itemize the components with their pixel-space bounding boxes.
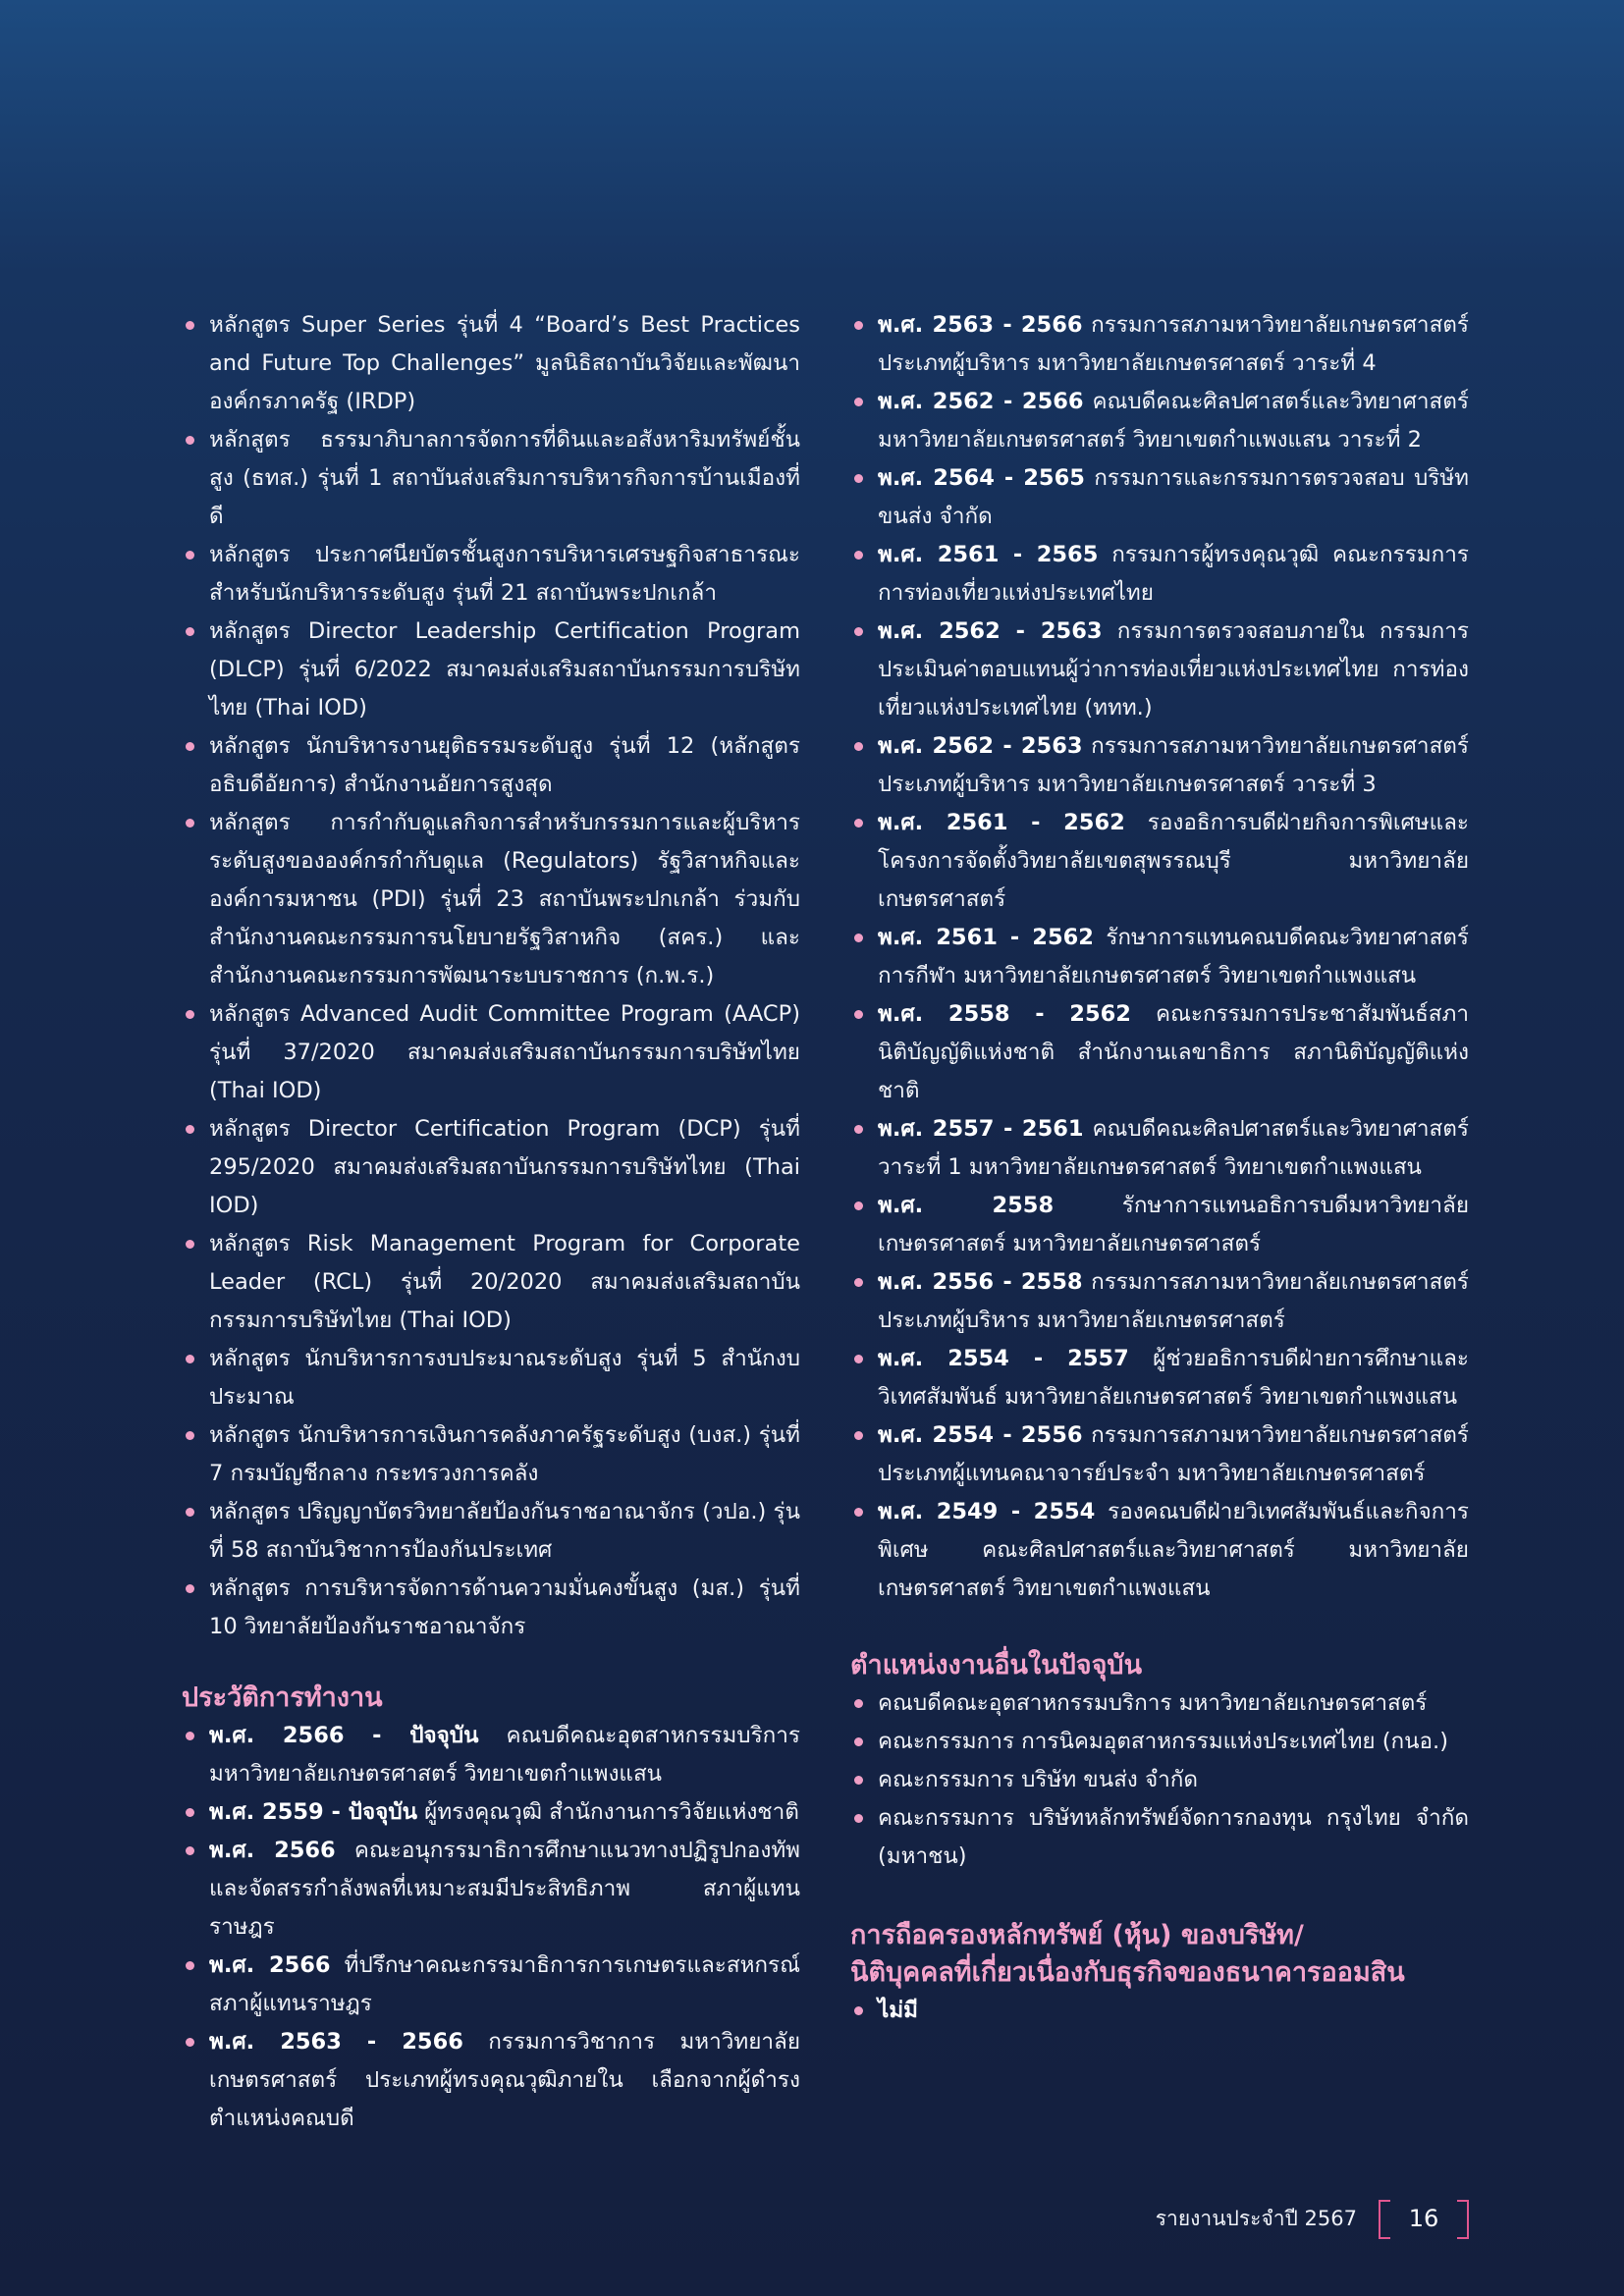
- work-period: พ.ศ. 2554 - 2556: [878, 1422, 1083, 1448]
- work-history-item: [182, 1793, 800, 1832]
- training-item: หลักสูตร Director Certification Program (DCP) รุ่นที่ 295/2020 สมาคมส่งเสริมสถาบันกรรมการบริษัทไทย (Thai IOD): [182, 1110, 800, 1225]
- work-desc: กรรมการสภามหาวิทยาลัยเกษตรศาสตร์ ประเภทผู้บริหาร มหาวิทยาลัยเกษตรศาสตร์: [878, 1269, 1469, 1333]
- work-desc: ผู้ช่วยอธิการบดีฝ่ายการศึกษาและวิเทศสัมพันธ์ มหาวิทยาลัยเกษตรศาสตร์ วิทยาเขตกำแพงแสน: [878, 1346, 1469, 1410]
- other-position-item: คณบดีคณะอุตสาหกรรมบริการ มหาวิทยาลัยเกษตรศาสตร์: [850, 1684, 1469, 1723]
- page-number-bracket: [1379, 2200, 1469, 2237]
- annual-report-label: รายงานประจำปี 2567: [1155, 2206, 1357, 2230]
- other-positions-list: [850, 1684, 1469, 1876]
- work-history-item: [850, 613, 1469, 727]
- work-period: พ.ศ. 2563 - 2566: [209, 2029, 463, 2055]
- training-item: หลักสูตร Director Leadership Certification Program (DLCP) รุ่นที่ 6/2022 สมาคมส่งเสริมสถาบันกรรมการบริษัทไทย (Thai IOD): [182, 613, 800, 727]
- training-list: [182, 306, 800, 1646]
- other-position-item: คณะกรรมการ บริษัท ขนส่ง จำกัด: [850, 1761, 1469, 1799]
- work-period: พ.ศ. 2562 - 2563: [878, 618, 1103, 644]
- work-history-item: [850, 459, 1469, 536]
- work-history-heading: ประวัติการทำงาน: [182, 1682, 383, 1713]
- training-item: หลักสูตร Advanced Audit Committee Program (AACP) รุ่นที่ 37/2020 สมาคมส่งเสริมสถาบันกรรมการบริษัทไทย (Thai IOD): [182, 995, 800, 1110]
- work-history-item: [850, 1110, 1469, 1187]
- work-period: พ.ศ. 2554 - 2557: [878, 1346, 1129, 1371]
- training-item: หลักสูตร นักบริหารการเงินการคลังภาครัฐระดับสูง (บงส.) รุ่นที่ 7 กรมบัญชีกลาง กระทรวงการคลัง: [182, 1416, 800, 1493]
- work-history-item: [850, 1340, 1469, 1416]
- page-number: 16: [1408, 2205, 1439, 2232]
- work-desc: คณบดีคณะศิลปศาสตร์และวิทยาศาสตร์ วาระที่ 1 มหาวิทยาลัยเกษตรศาสตร์ วิทยาเขตกำแพงแสน: [878, 1116, 1469, 1180]
- work-history-item: [182, 1832, 800, 1947]
- securities-holding-heading: [850, 1917, 1469, 1992]
- work-history-item: [850, 804, 1469, 919]
- work-period: พ.ศ. 2561 - 2562: [878, 810, 1125, 835]
- holding-heading-line2: นิติบุคคลที่เกี่ยวเนื่องกับธุรกิจของธนาคารออมสิน: [850, 1957, 1405, 1988]
- work-desc: รองคณบดีฝ่ายวิเทศสัมพันธ์และกิจการพิเศษ คณะศิลปศาสตร์และวิทยาศาสตร์ มหาวิทยาลัยเกษตรศาสตร์ วิทยาเขตกำแพงแสน: [878, 1499, 1470, 1601]
- training-item: หลักสูตร การกำกับดูแลกิจการสำหรับกรรมการและผู้บริหารระดับสูงขององค์กรกำกับดูแล (Regulators) รัฐวิสาหกิจและองค์การมหาชน (PDI) รุ่นที่ 23 สถาบันพระปกเกล้า ร่วมกับสำนักงานคณะกรรมการนโยบายรัฐวิสาหกิจ (สคร.) และสำนักงานคณะกรรมการพัฒนาระบบราชการ (ก.พ.ร.): [182, 804, 800, 995]
- work-desc: กรรมการสภามหาวิทยาลัยเกษตรศาสตร์ ประเภทผู้แทนคณาจารย์ประจำ มหาวิทยาลัยเกษตรศาสตร์: [878, 1422, 1469, 1486]
- work-history-item: [182, 1717, 800, 1793]
- training-item: หลักสูตร ปริญญาบัตรวิทยาลัยป้องกันราชอาณาจักร (วปอ.) รุ่นที่ 58 สถาบันวิชาการป้องกันประเทศ: [182, 1493, 800, 1570]
- work-history-item: [850, 1187, 1469, 1263]
- work-desc: กรรมการตรวจสอบภายใน กรรมการประเมินค่าตอบแทนผู้ว่าการท่องเที่ยวแห่งประเทศไทย การท่องเที่ยวแห่งประเทศไทย (ททท.): [878, 618, 1469, 721]
- other-position-item: คณะกรรมการ การนิคมอุตสาหกรรมแห่งประเทศไทย (กนอ.): [850, 1723, 1469, 1761]
- work-desc: คณบดีคณะศิลปศาสตร์และวิทยาศาสตร์ มหาวิทยาลัยเกษตรศาสตร์ วิทยาเขตกำแพงแสน วาระที่ 2: [878, 389, 1469, 453]
- work-period: พ.ศ. 2557 - 2561: [878, 1116, 1084, 1142]
- work-desc: ผู้ทรงคุณวุฒิ สำนักงานการวิจัยแห่งชาติ: [424, 1799, 799, 1825]
- work-period: พ.ศ. 2566: [209, 1952, 331, 1978]
- work-history-item: [182, 1947, 800, 2023]
- page-footer: [1156, 2199, 1469, 2238]
- holding-item: [850, 1992, 1469, 2030]
- work-history-list-right: [850, 306, 1469, 1608]
- work-period: พ.ศ. 2549 - 2554: [878, 1499, 1096, 1524]
- work-period: พ.ศ. 2558: [878, 1193, 1055, 1218]
- work-history-item: [850, 919, 1469, 995]
- work-history-item: [850, 306, 1469, 383]
- work-history-item: [850, 995, 1469, 1110]
- training-item: หลักสูตร นักบริหารงานยุติธรรมระดับสูง รุ่นที่ 12 (หลักสูตรอธิบดีอัยการ) สำนักงานอัยการสูงสุด: [182, 727, 800, 804]
- work-period: พ.ศ. 2556 - 2558: [878, 1269, 1083, 1295]
- work-desc: กรรมการผู้ทรงคุณวุฒิ คณะกรรมการการท่องเที่ยวแห่งประเทศไทย: [878, 542, 1469, 606]
- work-history-item: [850, 536, 1469, 613]
- work-desc: กรรมการวิชาการ มหาวิทยาลัยเกษตรศาสตร์ ประเภทผู้ทรงคุณวุฒิภายใน เลือกจากผู้ดำรงตำแหน่งคณบดี: [209, 2029, 801, 2131]
- work-period: พ.ศ. 2561 - 2562: [878, 925, 1094, 950]
- work-period: พ.ศ. 2562 - 2566: [878, 389, 1084, 414]
- work-period: พ.ศ. 2561 - 2565: [878, 542, 1099, 567]
- work-period: พ.ศ. 2566: [209, 1838, 336, 1863]
- work-history-item: [850, 1493, 1469, 1608]
- work-desc: กรรมการและกรรมการตรวจสอบ บริษัท ขนส่ง จำกัด: [878, 465, 1469, 529]
- work-desc: รักษาการแทนอธิการบดีมหาวิทยาลัยเกษตรศาสตร์ มหาวิทยาลัยเกษตรศาสตร์: [878, 1193, 1469, 1256]
- right-column: [850, 306, 1469, 2030]
- work-history-item: [850, 727, 1469, 804]
- holding-heading-line1: การถือครองหลักทรัพย์ (หุ้น) ของบริษัท/: [850, 1920, 1304, 1950]
- work-desc: กรรมการสภามหาวิทยาลัยเกษตรศาสตร์ ประเภทผู้บริหาร มหาวิทยาลัยเกษตรศาสตร์ วาระที่ 4: [878, 312, 1469, 376]
- work-history-list-left: [182, 1717, 800, 2138]
- work-period: พ.ศ. 2566 - ปัจจุบัน: [209, 1723, 479, 1748]
- training-item: หลักสูตร นักบริหารการงบประมาณระดับสูง รุ่นที่ 5 สำนักงบประมาณ: [182, 1340, 800, 1416]
- work-desc: คณบดีคณะอุตสาหกรรมบริการ มหาวิทยาลัยเกษตรศาสตร์ วิทยาเขตกำแพงแสน: [209, 1723, 801, 1787]
- work-period: พ.ศ. 2563 - 2566: [878, 312, 1083, 338]
- work-period: พ.ศ. 2558 - 2562: [878, 1001, 1131, 1027]
- work-desc: ที่ปรึกษาคณะกรรมาธิการการเกษตรและสหกรณ์ สภาผู้แทนราษฎร: [209, 1952, 800, 2016]
- other-position-item: คณะกรรมการ บริษัทหลักทรัพย์จัดการกองทุน กรุงไทย จำกัด (มหาชน): [850, 1799, 1469, 1876]
- work-history-item: [850, 383, 1469, 459]
- work-period: พ.ศ. 2562 - 2563: [878, 733, 1083, 759]
- work-desc: คณะอนุกรรมาธิการศึกษาแนวทางปฏิรูปกองทัพและจัดสรรกำลังพลที่เหมาะสมมีประสิทธิภาพ สภาผู้แทนราษฎร: [209, 1838, 800, 1940]
- work-desc: รองอธิการบดีฝ่ายกิจการพิเศษและโครงการจัดตั้งวิทยาลัยเขตสุพรรณบุรี มหาวิทยาลัยเกษตรศาสตร์: [878, 810, 1469, 912]
- left-column: [182, 306, 800, 2138]
- work-period: พ.ศ. 2559 - ปัจจุบัน: [209, 1799, 417, 1825]
- training-item: หลักสูตร Super Series รุ่นที่ 4 “Board’s Best Practices and Future Top Challenges” มูลนิธิสถาบันวิจัยและพัฒนาองค์กรภาครัฐ (IRDP): [182, 306, 800, 421]
- work-history-item: [182, 2023, 800, 2138]
- work-desc: รักษาการแทนคณบดีคณะวิทยาศาสตร์การกีฬา มหาวิทยาลัยเกษตรศาสตร์ วิทยาเขตกำแพงแสน: [878, 925, 1470, 988]
- work-desc: กรรมการสภามหาวิทยาลัยเกษตรศาสตร์ ประเภทผู้บริหาร มหาวิทยาลัยเกษตรศาสตร์ วาระที่ 3: [878, 733, 1469, 797]
- work-period: พ.ศ. 2564 - 2565: [878, 465, 1085, 491]
- holding-value: ไม่มี: [878, 1998, 918, 2023]
- training-item: หลักสูตร การบริหารจัดการด้านความมั่นคงขั้นสูง (มส.) รุ่นที่ 10 วิทยาลัยป้องกันราชอาณาจักร: [182, 1570, 800, 1646]
- work-history-item: [850, 1263, 1469, 1340]
- other-positions-heading: ตำแหน่งงานอื่นในปัจจุบัน: [850, 1650, 1143, 1681]
- work-history-item: [850, 1416, 1469, 1493]
- training-item: หลักสูตร Risk Management Program for Corporate Leader (RCL) รุ่นที่ 20/2020 สมาคมส่งเสริมสถาบันกรรมการบริษัทไทย (Thai IOD): [182, 1225, 800, 1340]
- training-item: หลักสูตร ธรรมาภิบาลการจัดการที่ดินและอสังหาริมทรัพย์ชั้นสูง (ธทส.) รุ่นที่ 1 สถาบันส่งเสริมการบริหารกิจการบ้านเมืองที่ดี: [182, 421, 800, 536]
- work-desc: คณะกรรมการประชาสัมพันธ์สภานิติบัญญัติแห่งชาติ สำนักงานเลขาธิการ สภานิติบัญญัติแห่งชาติ: [878, 1001, 1469, 1103]
- holding-list: [850, 1992, 1469, 2030]
- training-item: หลักสูตร ประกาศนียบัตรชั้นสูงการบริหารเศรษฐกิจสาธารณะสำหรับนักบริหารระดับสูง รุ่นที่ 21 สถาบันพระปกเกล้า: [182, 536, 800, 613]
